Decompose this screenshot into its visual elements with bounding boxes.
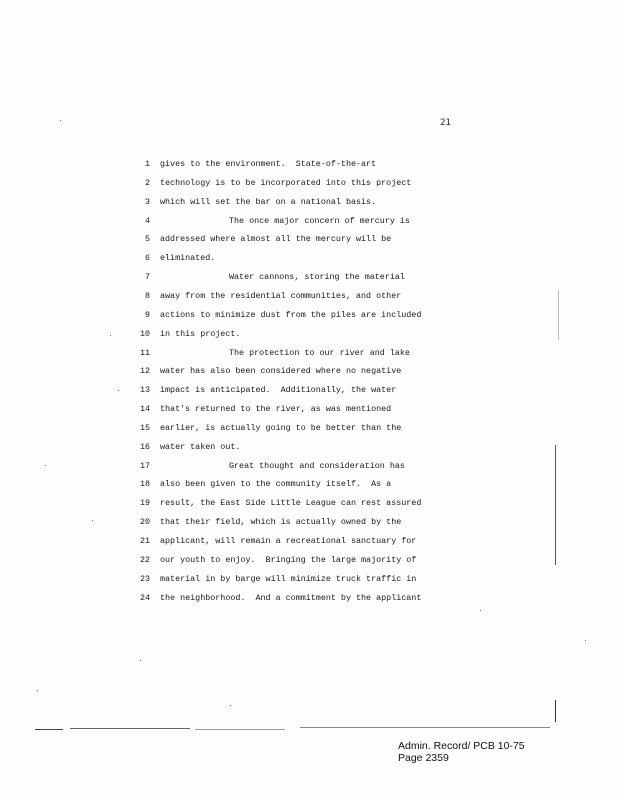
scan-speck bbox=[110, 335, 111, 336]
line-text: The once major concern of mercury is bbox=[229, 215, 410, 226]
line-number: 22 bbox=[139, 554, 150, 565]
transcript-line bbox=[0, 214, 618, 228]
line-text: that's returned to the river, as was mentioned bbox=[160, 404, 392, 415]
line-number: 8 bbox=[144, 290, 150, 301]
transcript-line bbox=[0, 440, 618, 454]
line-number: 4 bbox=[144, 215, 150, 226]
scan-edge-mark bbox=[555, 700, 556, 722]
line-number: 19 bbox=[139, 498, 150, 509]
line-number: 16 bbox=[139, 441, 150, 452]
scan-edge-line bbox=[70, 728, 190, 729]
transcript-line bbox=[0, 157, 618, 171]
transcript-line bbox=[0, 477, 618, 491]
transcript-line bbox=[0, 572, 618, 586]
line-number: 15 bbox=[139, 422, 150, 433]
line-text: our youth to enjoy. Bringing the large majority of bbox=[160, 554, 417, 565]
transcript-line bbox=[0, 402, 618, 416]
line-text: applicant, will remain a recreational sanctuary for bbox=[160, 536, 417, 546]
scan-edge-mark bbox=[558, 290, 559, 340]
transcript-line bbox=[0, 383, 618, 397]
line-text: gives to the environment. State-of-the-art bbox=[160, 159, 377, 169]
line-text: away from the residential communities, and other bbox=[160, 290, 402, 301]
transcript-line bbox=[0, 496, 618, 510]
line-number: 13 bbox=[139, 385, 150, 396]
line-text: also been given to the community itself. As a bbox=[160, 479, 392, 490]
line-number: 12 bbox=[139, 366, 150, 377]
transcript-line bbox=[0, 534, 618, 548]
scan-edge-mark bbox=[555, 445, 556, 565]
transcript-line bbox=[0, 364, 618, 378]
line-text: Water cannons, storing the material bbox=[229, 272, 405, 283]
transcript-line bbox=[0, 346, 618, 360]
transcript-line bbox=[0, 459, 618, 473]
scan-edge-line bbox=[35, 729, 63, 730]
transcript-line bbox=[0, 591, 618, 605]
transcript-line bbox=[0, 232, 618, 246]
scan-speck bbox=[60, 120, 61, 121]
scan-speck bbox=[230, 705, 231, 706]
line-number: 10 bbox=[139, 328, 150, 339]
scan-edge-line bbox=[300, 727, 550, 728]
scan-speck bbox=[140, 660, 141, 661]
line-text: eliminated. bbox=[160, 253, 216, 264]
line-number: 5 bbox=[144, 234, 150, 245]
transcript-line bbox=[0, 327, 618, 341]
line-number: 9 bbox=[144, 309, 150, 320]
transcript-line bbox=[0, 251, 618, 265]
scan-speck bbox=[585, 640, 586, 641]
line-text: the neighborhood. And a commitment by the applicant bbox=[160, 592, 422, 603]
line-text: result, the East Side Little League can rest assured bbox=[160, 498, 422, 509]
line-text: The protection to our river and lake bbox=[229, 347, 410, 358]
line-text: earlier, is actually going to be better than the bbox=[160, 422, 402, 433]
line-number: 2 bbox=[144, 177, 150, 188]
line-number: 23 bbox=[139, 573, 150, 584]
line-number: 21 bbox=[139, 536, 150, 546]
line-text: Great thought and consideration has bbox=[229, 460, 405, 471]
scan-speck bbox=[118, 390, 119, 391]
transcript-line bbox=[0, 289, 618, 303]
line-text: material in by barge will minimize truck traffic in bbox=[160, 573, 417, 584]
line-text: water taken out. bbox=[160, 441, 241, 452]
scan-speck bbox=[92, 520, 93, 521]
scan-speck bbox=[37, 690, 38, 691]
transcript-line bbox=[0, 421, 618, 435]
line-text: water has also been considered where no negative bbox=[160, 366, 402, 377]
line-text: addressed where almost all the mercury will be bbox=[160, 234, 392, 245]
line-number: 14 bbox=[139, 404, 150, 415]
line-text: impact is anticipated. Additionally, the water bbox=[160, 385, 397, 396]
line-text: technology is to be incorporated into this project bbox=[160, 177, 412, 188]
scan-speck bbox=[480, 610, 481, 611]
line-number: 11 bbox=[139, 347, 150, 358]
transcript-line bbox=[0, 515, 618, 529]
line-text: which will set the bar on a national basis. bbox=[160, 196, 377, 207]
line-text: actions to minimize dust from the piles are included bbox=[160, 309, 422, 320]
admin-record-label: Admin. Record/ PCB 10-75 bbox=[398, 740, 525, 752]
line-number: 1 bbox=[144, 159, 150, 169]
line-number: 17 bbox=[139, 460, 150, 471]
line-number: 24 bbox=[139, 592, 150, 603]
line-number: 20 bbox=[139, 517, 150, 528]
line-number: 7 bbox=[144, 272, 150, 283]
scan-speck bbox=[45, 465, 46, 466]
line-number: 3 bbox=[144, 196, 150, 207]
admin-record-footer bbox=[398, 740, 525, 764]
transcript-line bbox=[0, 270, 618, 284]
line-text: that their field, which is actually owned by the bbox=[160, 517, 402, 528]
line-text: in this project. bbox=[160, 328, 241, 339]
line-number: 18 bbox=[139, 479, 150, 490]
transcript-line bbox=[0, 195, 618, 209]
scan-edge-line bbox=[195, 729, 285, 730]
admin-record-page: Page 2359 bbox=[398, 752, 449, 764]
transcript-line bbox=[0, 176, 618, 190]
page-number: 21 bbox=[440, 118, 451, 128]
transcript-line bbox=[0, 553, 618, 567]
line-number: 6 bbox=[144, 253, 150, 264]
transcript-line bbox=[0, 308, 618, 322]
